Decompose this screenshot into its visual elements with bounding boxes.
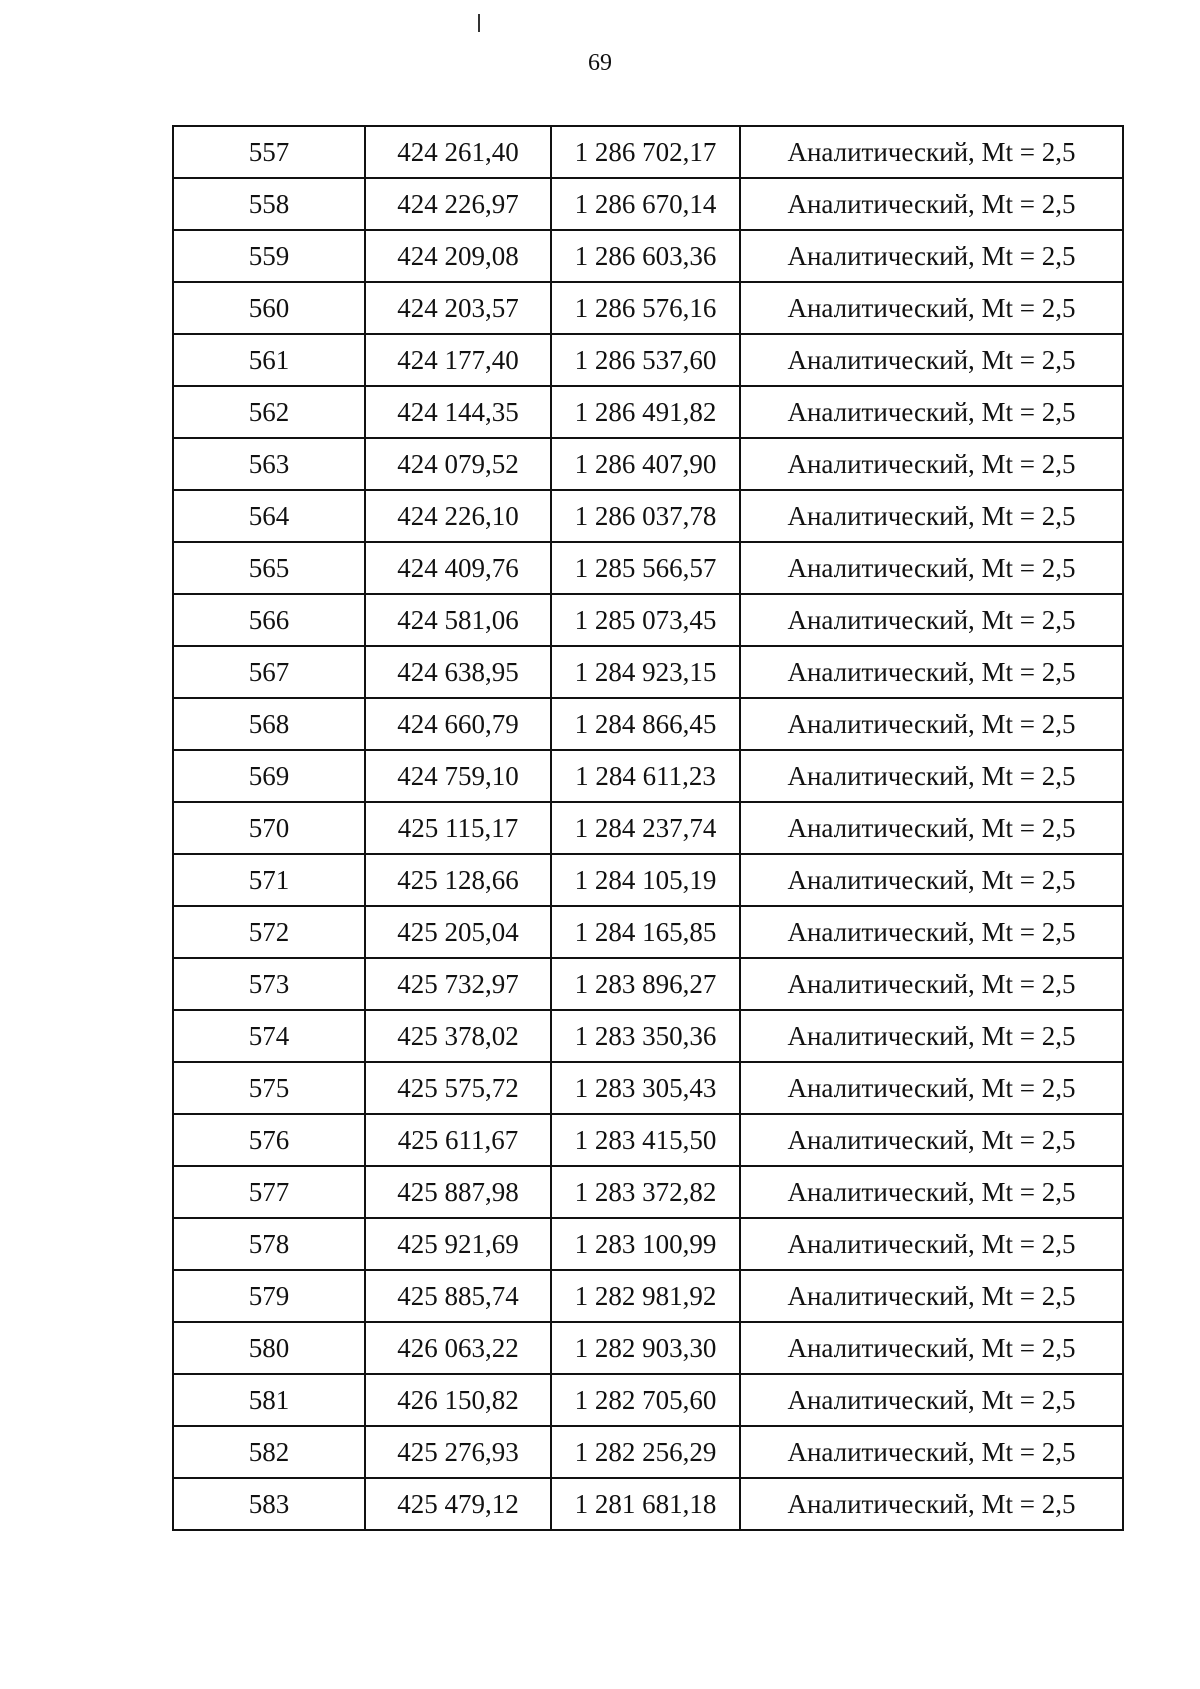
table-row: [173, 1218, 1123, 1270]
x-coordinate-cell: 424 226,97: [365, 178, 551, 230]
x-coordinate-cell: 424 660,79: [365, 698, 551, 750]
x-coordinate-cell: 424 409,76: [365, 542, 551, 594]
point-number-cell: 558: [173, 178, 365, 230]
x-coordinate-cell: 424 759,10: [365, 750, 551, 802]
table-row: [173, 334, 1123, 386]
method-cell: Аналитический, Mt = 2,5: [740, 386, 1123, 438]
table-row: [173, 490, 1123, 542]
x-coordinate-cell: 424 226,10: [365, 490, 551, 542]
point-number-cell: 565: [173, 542, 365, 594]
x-coordinate-cell: 425 887,98: [365, 1166, 551, 1218]
x-coordinate-cell: 424 209,08: [365, 230, 551, 282]
point-number-cell: 580: [173, 1322, 365, 1374]
y-coordinate-cell: 1 282 903,30: [551, 1322, 740, 1374]
point-number-cell: 577: [173, 1166, 365, 1218]
point-number-cell: 560: [173, 282, 365, 334]
point-number-cell: 583: [173, 1478, 365, 1530]
table-row: [173, 386, 1123, 438]
point-number-cell: 574: [173, 1010, 365, 1062]
method-cell: Аналитический, Mt = 2,5: [740, 1114, 1123, 1166]
method-cell: Аналитический, Mt = 2,5: [740, 126, 1123, 178]
method-cell: Аналитический, Mt = 2,5: [740, 802, 1123, 854]
table-row: [173, 282, 1123, 334]
y-coordinate-cell: 1 286 037,78: [551, 490, 740, 542]
method-cell: Аналитический, Mt = 2,5: [740, 490, 1123, 542]
y-coordinate-cell: 1 284 923,15: [551, 646, 740, 698]
method-cell: Аналитический, Mt = 2,5: [740, 1218, 1123, 1270]
x-coordinate-cell: 425 921,69: [365, 1218, 551, 1270]
y-coordinate-cell: 1 284 611,23: [551, 750, 740, 802]
method-cell: Аналитический, Mt = 2,5: [740, 438, 1123, 490]
method-cell: Аналитический, Mt = 2,5: [740, 334, 1123, 386]
table-row: [173, 958, 1123, 1010]
y-coordinate-cell: 1 285 566,57: [551, 542, 740, 594]
y-coordinate-cell: 1 284 237,74: [551, 802, 740, 854]
x-coordinate-cell: 425 128,66: [365, 854, 551, 906]
table-row: [173, 906, 1123, 958]
table-row: [173, 1062, 1123, 1114]
point-number-cell: 561: [173, 334, 365, 386]
scan-mark: [478, 14, 480, 32]
method-cell: Аналитический, Mt = 2,5: [740, 646, 1123, 698]
x-coordinate-cell: 424 203,57: [365, 282, 551, 334]
table-row: [173, 1114, 1123, 1166]
table-row: [173, 594, 1123, 646]
y-coordinate-cell: 1 286 603,36: [551, 230, 740, 282]
y-coordinate-cell: 1 286 537,60: [551, 334, 740, 386]
method-cell: Аналитический, Mt = 2,5: [740, 1426, 1123, 1478]
y-coordinate-cell: 1 286 670,14: [551, 178, 740, 230]
point-number-cell: 581: [173, 1374, 365, 1426]
table-row: [173, 230, 1123, 282]
point-number-cell: 570: [173, 802, 365, 854]
x-coordinate-cell: 425 115,17: [365, 802, 551, 854]
y-coordinate-cell: 1 282 705,60: [551, 1374, 740, 1426]
table-row: [173, 178, 1123, 230]
point-number-cell: 569: [173, 750, 365, 802]
method-cell: Аналитический, Mt = 2,5: [740, 1166, 1123, 1218]
table-row: [173, 1374, 1123, 1426]
point-number-cell: 573: [173, 958, 365, 1010]
y-coordinate-cell: 1 283 372,82: [551, 1166, 740, 1218]
x-coordinate-cell: 425 885,74: [365, 1270, 551, 1322]
x-coordinate-cell: 425 575,72: [365, 1062, 551, 1114]
table-row: [173, 126, 1123, 178]
y-coordinate-cell: 1 283 100,99: [551, 1218, 740, 1270]
point-number-cell: 578: [173, 1218, 365, 1270]
x-coordinate-cell: 424 261,40: [365, 126, 551, 178]
x-coordinate-cell: 425 205,04: [365, 906, 551, 958]
y-coordinate-cell: 1 283 350,36: [551, 1010, 740, 1062]
table-row: [173, 438, 1123, 490]
y-coordinate-cell: 1 285 073,45: [551, 594, 740, 646]
coordinates-table-body: [173, 126, 1123, 1530]
x-coordinate-cell: 425 276,93: [365, 1426, 551, 1478]
y-coordinate-cell: 1 284 105,19: [551, 854, 740, 906]
method-cell: Аналитический, Mt = 2,5: [740, 750, 1123, 802]
point-number-cell: 575: [173, 1062, 365, 1114]
method-cell: Аналитический, Mt = 2,5: [740, 1374, 1123, 1426]
point-number-cell: 571: [173, 854, 365, 906]
x-coordinate-cell: 424 638,95: [365, 646, 551, 698]
method-cell: Аналитический, Mt = 2,5: [740, 282, 1123, 334]
method-cell: Аналитический, Mt = 2,5: [740, 698, 1123, 750]
method-cell: Аналитический, Mt = 2,5: [740, 1322, 1123, 1374]
y-coordinate-cell: 1 286 491,82: [551, 386, 740, 438]
method-cell: Аналитический, Mt = 2,5: [740, 1010, 1123, 1062]
point-number-cell: 567: [173, 646, 365, 698]
x-coordinate-cell: 425 732,97: [365, 958, 551, 1010]
point-number-cell: 559: [173, 230, 365, 282]
table-row: [173, 1478, 1123, 1530]
point-number-cell: 568: [173, 698, 365, 750]
point-number-cell: 572: [173, 906, 365, 958]
y-coordinate-cell: 1 284 165,85: [551, 906, 740, 958]
method-cell: Аналитический, Mt = 2,5: [740, 1270, 1123, 1322]
table-row: [173, 750, 1123, 802]
point-number-cell: 566: [173, 594, 365, 646]
coordinates-table: [172, 125, 1124, 1531]
x-coordinate-cell: 425 378,02: [365, 1010, 551, 1062]
method-cell: Аналитический, Mt = 2,5: [740, 542, 1123, 594]
y-coordinate-cell: 1 284 866,45: [551, 698, 740, 750]
point-number-cell: 576: [173, 1114, 365, 1166]
point-number-cell: 562: [173, 386, 365, 438]
point-number-cell: 564: [173, 490, 365, 542]
y-coordinate-cell: 1 283 896,27: [551, 958, 740, 1010]
point-number-cell: 579: [173, 1270, 365, 1322]
method-cell: Аналитический, Mt = 2,5: [740, 594, 1123, 646]
method-cell: Аналитический, Mt = 2,5: [740, 1062, 1123, 1114]
method-cell: Аналитический, Mt = 2,5: [740, 230, 1123, 282]
x-coordinate-cell: 426 150,82: [365, 1374, 551, 1426]
y-coordinate-cell: 1 286 702,17: [551, 126, 740, 178]
table-row: [173, 646, 1123, 698]
point-number-cell: 563: [173, 438, 365, 490]
y-coordinate-cell: 1 286 576,16: [551, 282, 740, 334]
y-coordinate-cell: 1 281 681,18: [551, 1478, 740, 1530]
x-coordinate-cell: 424 581,06: [365, 594, 551, 646]
table-row: [173, 698, 1123, 750]
y-coordinate-cell: 1 286 407,90: [551, 438, 740, 490]
method-cell: Аналитический, Mt = 2,5: [740, 906, 1123, 958]
page-number: 69: [588, 50, 612, 76]
table-row: [173, 1322, 1123, 1374]
x-coordinate-cell: 424 144,35: [365, 386, 551, 438]
point-number-cell: 557: [173, 126, 365, 178]
x-coordinate-cell: 425 611,67: [365, 1114, 551, 1166]
x-coordinate-cell: 424 177,40: [365, 334, 551, 386]
y-coordinate-cell: 1 282 256,29: [551, 1426, 740, 1478]
method-cell: Аналитический, Mt = 2,5: [740, 178, 1123, 230]
y-coordinate-cell: 1 283 305,43: [551, 1062, 740, 1114]
method-cell: Аналитический, Mt = 2,5: [740, 854, 1123, 906]
y-coordinate-cell: 1 282 981,92: [551, 1270, 740, 1322]
point-number-cell: 582: [173, 1426, 365, 1478]
table-row: [173, 1166, 1123, 1218]
method-cell: Аналитический, Mt = 2,5: [740, 958, 1123, 1010]
table-row: [173, 1010, 1123, 1062]
table-row: [173, 1270, 1123, 1322]
x-coordinate-cell: 424 079,52: [365, 438, 551, 490]
x-coordinate-cell: 426 063,22: [365, 1322, 551, 1374]
y-coordinate-cell: 1 283 415,50: [551, 1114, 740, 1166]
table-row: [173, 802, 1123, 854]
x-coordinate-cell: 425 479,12: [365, 1478, 551, 1530]
table-row: [173, 1426, 1123, 1478]
table-row: [173, 854, 1123, 906]
table-row: [173, 542, 1123, 594]
method-cell: Аналитический, Mt = 2,5: [740, 1478, 1123, 1530]
